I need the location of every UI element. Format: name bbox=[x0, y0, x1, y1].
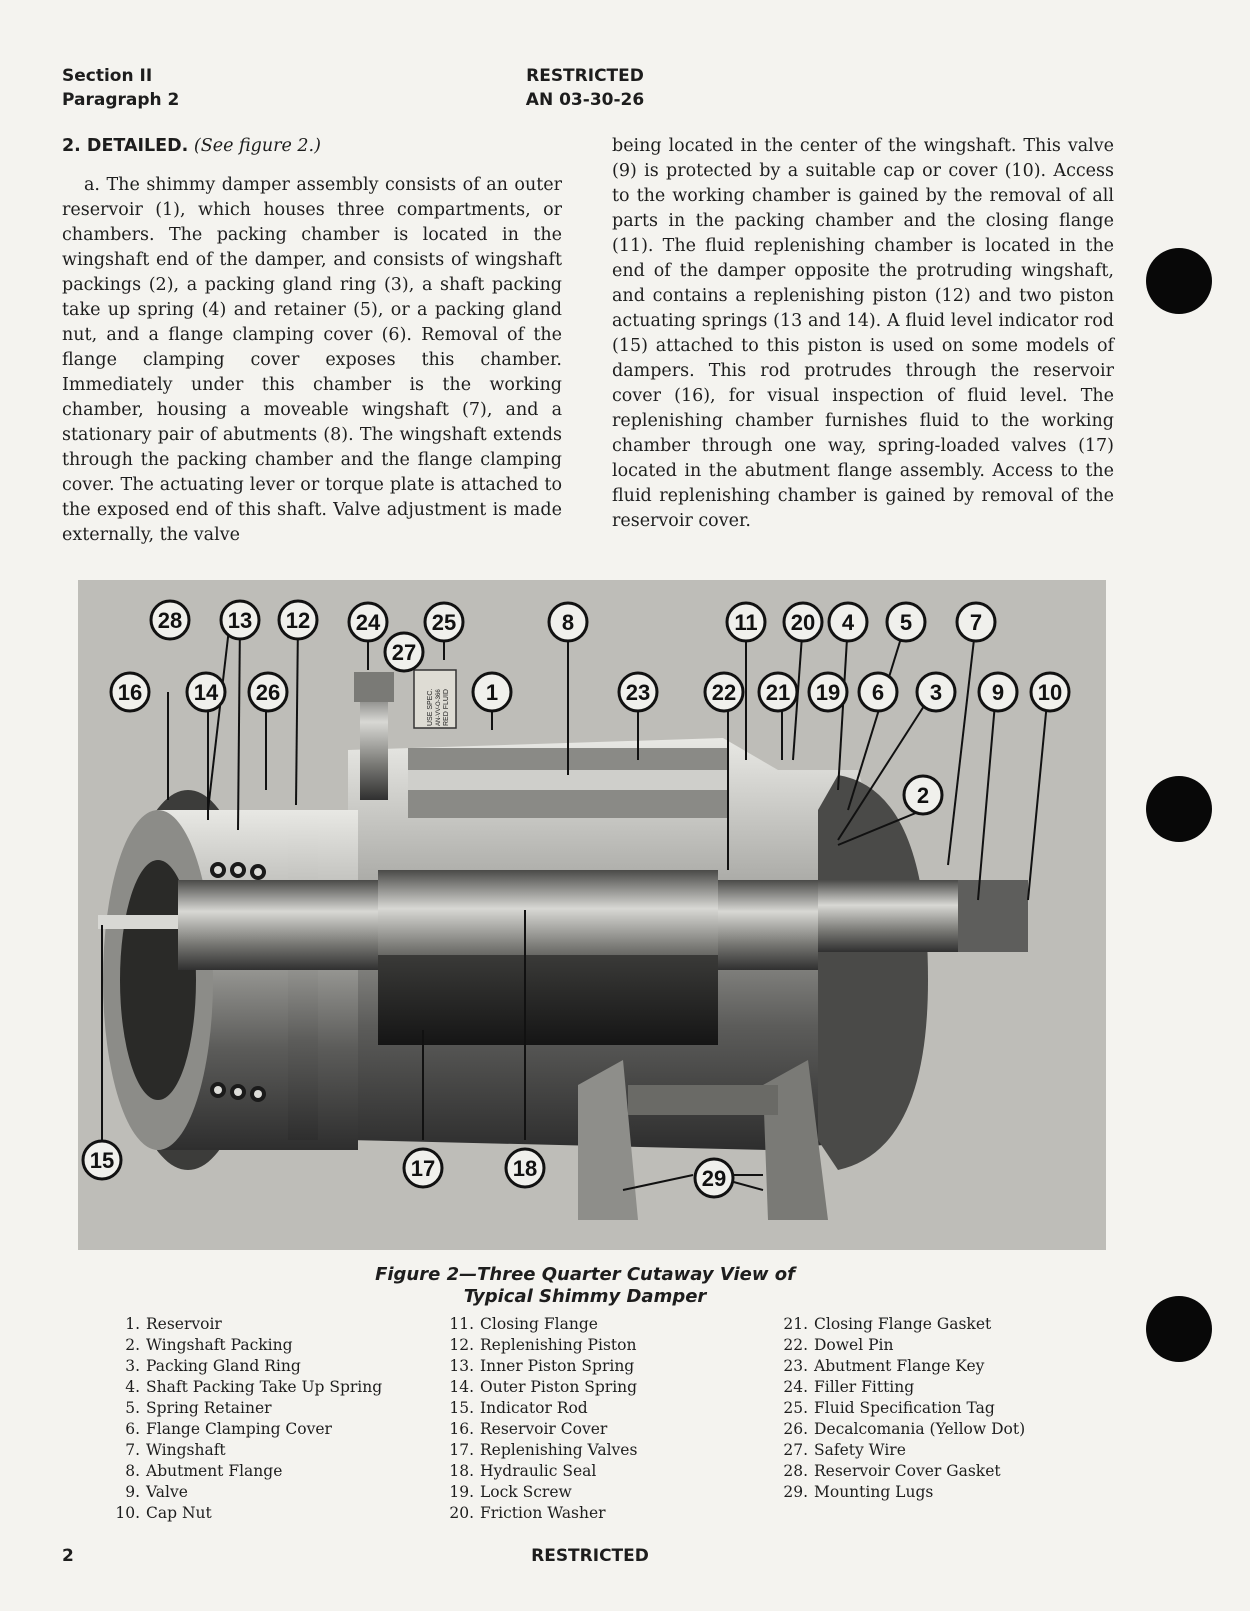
callout-29: 29 bbox=[701, 1166, 727, 1191]
callout-22: 22 bbox=[711, 680, 737, 705]
legend-column-2 bbox=[444, 1314, 637, 1524]
legend-item: 13. Inner Piston Spring bbox=[449, 1357, 635, 1375]
legend-item: 25. Fluid Specification Tag bbox=[783, 1399, 995, 1417]
paragraph-text-left: a. The shimmy damper assembly consists of an outer reservoir (1), which houses three compartments, or chambers. The packing chamber is located in the wingshaft end of the damper, and consists of wingshaft packings (2), a packing gland ring (3), a shaft packing take up spring (4) and retainer (5), or a packing gland nut, and a flange clamping cover (6). Removal of the flange clamping cover exposes this chamber. Immediately under this chamber is the working chamber, housing a moveable wingshaft (7), and a stationary pair of abutments (8). The wingshaft extends through the packing chamber and the flange clamping cover. The actuating lever or torque plate is attached to the exposed end of this shaft. Valve adjustment is made externally, the valve bbox=[62, 175, 562, 545]
callout-27: 27 bbox=[391, 640, 417, 665]
callout-11: 11 bbox=[734, 610, 758, 635]
callout-10: 10 bbox=[1037, 680, 1063, 705]
legend-item: 21. Closing Flange Gasket bbox=[783, 1315, 992, 1333]
legend-item: 18. Hydraulic Seal bbox=[449, 1462, 597, 1480]
callout-14: 14 bbox=[193, 680, 219, 705]
legend-item: 3. Packing Gland Ring bbox=[125, 1357, 301, 1375]
callout-16: 16 bbox=[117, 680, 143, 705]
section-label: Section II bbox=[62, 66, 153, 86]
callout-17: 17 bbox=[410, 1156, 436, 1181]
legend-item: 14. Outer Piston Spring bbox=[449, 1378, 638, 1396]
paragraph-label: Paragraph 2 bbox=[62, 90, 180, 110]
legend-column-1 bbox=[110, 1314, 382, 1524]
legend-item: 4. Shaft Packing Take Up Spring bbox=[125, 1378, 383, 1396]
legend-item: 2. Wingshaft Packing bbox=[125, 1336, 293, 1354]
callout-9: 9 bbox=[991, 680, 1005, 705]
callout-5: 5 bbox=[899, 610, 913, 635]
callout-13: 13 bbox=[227, 608, 253, 633]
callout-15: 15 bbox=[89, 1148, 115, 1173]
heading-title: 2. DETAILED. bbox=[62, 136, 189, 156]
callout-24: 24 bbox=[355, 610, 381, 635]
callout-20: 20 bbox=[790, 610, 816, 635]
legend-item: 5. Spring Retainer bbox=[125, 1399, 272, 1417]
callout-21: 21 bbox=[765, 680, 791, 705]
callout-7: 7 bbox=[969, 610, 983, 635]
legend-item: 26. Decalcomania (Yellow Dot) bbox=[783, 1420, 1026, 1438]
legend-item: 24. Filler Fitting bbox=[783, 1378, 915, 1396]
legend-item: 23. Abutment Flange Key bbox=[783, 1357, 985, 1375]
legend-item: 16. Reservoir Cover bbox=[449, 1420, 608, 1438]
callout-1: 1 bbox=[485, 680, 499, 705]
legend-item: 6. Flange Clamping Cover bbox=[125, 1420, 332, 1438]
spec-tag-line2: AN-VV-O-366 bbox=[436, 689, 442, 726]
figure-caption bbox=[0, 1264, 1170, 1308]
body-column-right bbox=[612, 134, 1114, 534]
shimmy-damper-illustration bbox=[78, 580, 1106, 1250]
legend-item: 12. Replenishing Piston bbox=[449, 1336, 637, 1354]
callout-2: 2 bbox=[916, 783, 930, 808]
legend-item: 17. Replenishing Valves bbox=[449, 1441, 638, 1459]
callout-23: 23 bbox=[625, 680, 651, 705]
body-column-left bbox=[62, 134, 562, 548]
legend-item: 7. Wingshaft bbox=[125, 1441, 226, 1459]
legend-item: 20. Friction Washer bbox=[449, 1504, 606, 1522]
spec-tag-line1: USE SPEC. bbox=[427, 688, 434, 726]
legend-item: 15. Indicator Rod bbox=[449, 1399, 588, 1417]
callout-26: 26 bbox=[255, 680, 281, 705]
header-center bbox=[0, 64, 1170, 112]
legend-item: 27. Safety Wire bbox=[783, 1441, 906, 1459]
callout-18: 18 bbox=[512, 1156, 538, 1181]
callout-28: 28 bbox=[157, 608, 183, 633]
legend-item: 10. Cap Nut bbox=[115, 1504, 212, 1522]
legend-column-3 bbox=[778, 1314, 1025, 1503]
section-heading bbox=[62, 134, 562, 159]
document-number: AN 03-30-26 bbox=[525, 90, 645, 110]
binder-hole bbox=[1146, 776, 1212, 842]
callout-8: 8 bbox=[561, 610, 575, 635]
legend-item: 28. Reservoir Cover Gasket bbox=[783, 1462, 1001, 1480]
heading-figure-ref: (See figure 2.) bbox=[193, 136, 321, 156]
legend-item: 29. Mounting Lugs bbox=[783, 1483, 934, 1501]
callout-25: 25 bbox=[431, 610, 457, 635]
callout-19: 19 bbox=[815, 680, 841, 705]
header-classification: RESTRICTED bbox=[526, 66, 644, 86]
callout-12: 12 bbox=[285, 608, 311, 633]
cutaway-figure bbox=[78, 580, 1106, 1250]
legend-item: 11. Closing Flange bbox=[449, 1315, 598, 1333]
legend-item: 9. Valve bbox=[125, 1483, 188, 1501]
legend-item: 1. Reservoir bbox=[125, 1315, 222, 1333]
callout-4: 4 bbox=[841, 610, 855, 635]
legend-item: 8. Abutment Flange bbox=[125, 1462, 283, 1480]
spec-tag-line3: RED FLUID bbox=[443, 689, 450, 726]
caption-line-2: Typical Shimmy Damper bbox=[463, 1286, 707, 1307]
caption-line-1: Figure 2—Three Quarter Cutaway View of bbox=[375, 1264, 795, 1285]
legend-item: 22. Dowel Pin bbox=[783, 1336, 894, 1354]
callout-6: 6 bbox=[871, 680, 885, 705]
page-number: 2 bbox=[62, 1546, 74, 1566]
paragraph-text-right: being located in the center of the wingshaft. This valve (9) is protected by a suitable cap or cover (10). Access to the working chamber is gained by the removal of all parts in the packing chamber and the closing flange (11). The fluid replenishing chamber is located in the end of the damper opposite the protruding wingshaft, and contains a replenishing piston (12) and two piston actuating springs (13 and 14). A fluid level indicator rod (15) attached to this piston is used on some models of dampers. This rod protrudes through the reservoir cover (16), for visual inspection of fluid level. The replenishing chamber furnishes fluid to the working chamber through one way, spring-loaded valves (17) located in the abutment flange assembly. Access to the fluid replenishing chamber is gained by removal of the reservoir cover. bbox=[612, 136, 1114, 531]
binder-hole bbox=[1146, 248, 1212, 314]
footer-classification: RESTRICTED bbox=[531, 1546, 649, 1566]
callout-3: 3 bbox=[929, 680, 943, 705]
legend-item: 19. Lock Screw bbox=[449, 1483, 572, 1501]
